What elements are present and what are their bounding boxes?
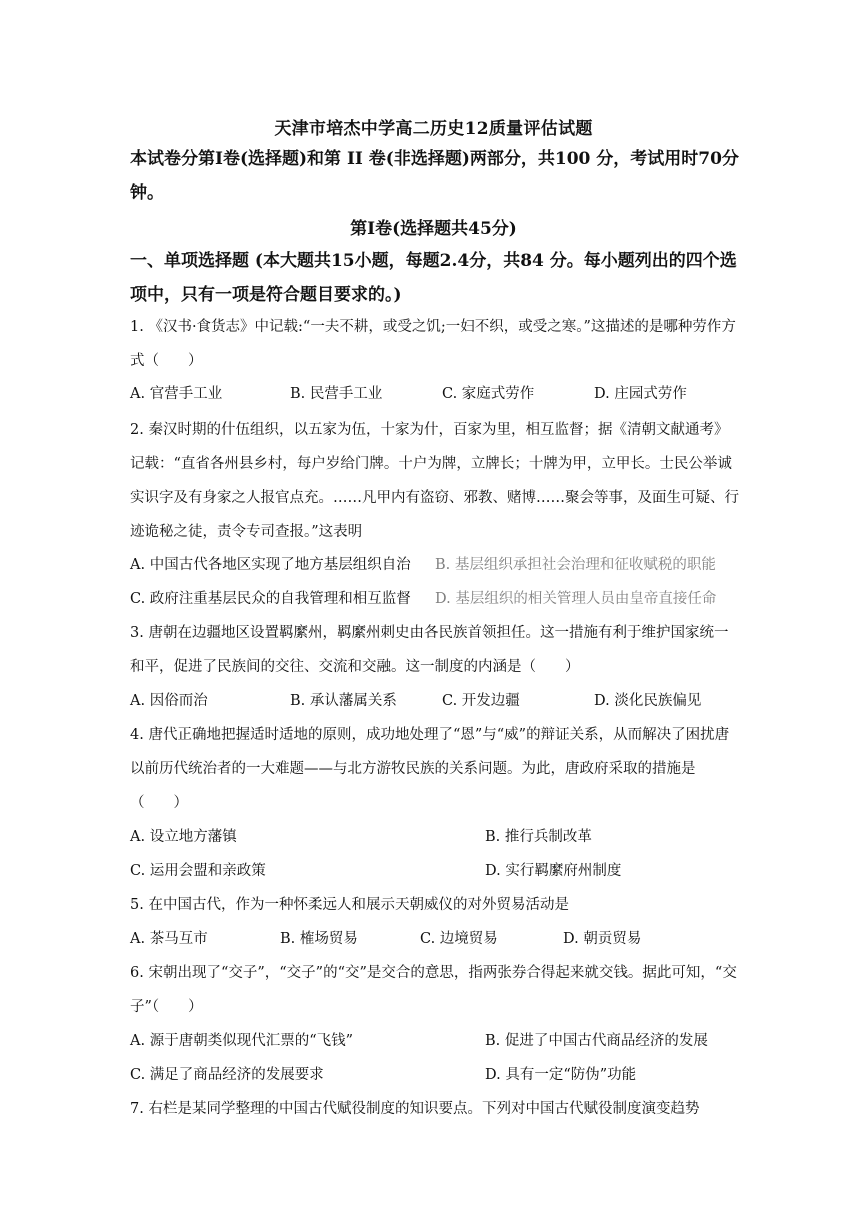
exam-intro: 本试卷分第Ⅰ卷(选择题)和第 II 卷(非选择题)两部分，共100 分，考试用时70分钟。 [130, 149, 739, 203]
option-c: C. 开发边疆 [442, 693, 520, 709]
option-c: C. 政府注重基层民众的自我管理和相互监督 [130, 591, 411, 607]
question-stem-1: 1. 《汉书·食货志》中记载:“一夫不耕，或受之饥;一妇不织，或受之寒。”这描述的是哪种劳作方式（ ） [130, 319, 736, 369]
section-title: 第Ⅰ卷(选择题共45分) [350, 219, 517, 239]
option-c: C. 边境贸易 [420, 931, 498, 947]
section-instruction: 一、单项选择题 (本大题共15小题，每题2.4分，共84 分。每小题列出的四个选项中，只有一项是符合题目要求的。) [130, 251, 737, 305]
option-b: B. 承认藩属关系 [290, 693, 397, 709]
option-d: D. 具有一定“防伪”功能 [485, 1067, 637, 1083]
option-d: D. 朝贡贸易 [563, 931, 642, 947]
question-options-3 [130, 684, 740, 718]
option-a: A. 设立地方藩镇 [130, 829, 237, 845]
question-stem-6: 6. 宋朝出现了“交子”，“交子”的“交”是交合的意思，指两张券合得起来就交钱。据此可知，“交子”（ ） [130, 965, 737, 1015]
option-c: C. 满足了商品经济的发展要求 [130, 1067, 324, 1083]
option-a: A. 中国古代各地区实现了地方基层组织自治 [130, 557, 411, 573]
question-stem-7: 7. 右栏是某同学整理的中国古代赋役制度的知识要点。下列对中国古代赋役制度演变趋势 [130, 1101, 700, 1117]
option-a: A. 源于唐朝类似现代汇票的“飞钱” [130, 1033, 354, 1049]
question-options-4b [130, 854, 740, 888]
exam-title: 天津市培杰中学高二历史12质量评估试题 [274, 119, 593, 139]
option-b: B. 榷场贸易 [280, 931, 358, 947]
option-b: B. 基层组织承担社会治理和征收赋税的职能 [435, 557, 716, 573]
option-d: D. 实行羁縻府州制度 [485, 863, 622, 879]
option-d: D. 庄园式劳作 [594, 386, 687, 402]
option-b: B. 促进了中国古代商品经济的发展 [485, 1033, 708, 1049]
option-d: D. 基层组织的相关管理人员由皇帝直接任命 [435, 591, 717, 607]
question-options-1 [130, 377, 740, 411]
question-options-2a [130, 548, 740, 582]
option-b: B. 民营手工业 [290, 386, 383, 402]
option-c: C. 家庭式劳作 [442, 386, 535, 402]
question-stem-4: 4. 唐代正确地把握适时适地的原则，成功地处理了“恩”与“威”的辩证关系，从而解决了困扰唐以前历代统治者的一大难题——与北方游牧民族的关系问题。为此，唐政府采取的措施是（ ） [130, 727, 730, 811]
option-c: C. 运用会盟和亲政策 [130, 863, 266, 879]
question-options-6b [130, 1058, 740, 1092]
question-options-2b [130, 582, 740, 616]
question-stem-3: 3. 唐朝在边疆地区设置羁縻州，羁縻州刺史由各民族首领担任。这一措施有利于维护国家统一和平，促进了民族间的交往、交流和交融。这一制度的内涵是（ ） [130, 625, 729, 675]
option-a: A. 因俗而治 [130, 693, 208, 709]
option-d: D. 淡化民族偏见 [594, 693, 702, 709]
question-stem-5: 5. 在中国古代，作为一种怀柔远人和展示天朝威仪的对外贸易活动是 [130, 897, 569, 913]
option-a: A. 茶马互市 [130, 931, 208, 947]
question-options-5 [130, 922, 740, 956]
option-a: A. 官营手工业 [130, 386, 223, 402]
option-b: B. 推行兵制改革 [485, 829, 592, 845]
question-options-4a [130, 820, 740, 854]
question-options-6a [130, 1024, 740, 1058]
question-stem-2: 2. 秦汉时期的什伍组织，以五家为伍，十家为什，百家为里，相互监督；据《清朝文献通考》记载：“直省各州县乡村，每户岁给门牌。十户为牌，立牌长；十牌为甲，立甲长。士民公举诚实识字及有身家之人报官点充。……凡甲内有盗窃、邪教、赌博……聚会等事，及面生可疑、行迹诡秘之徒，责令专司查报。”这表明 [130, 422, 739, 540]
